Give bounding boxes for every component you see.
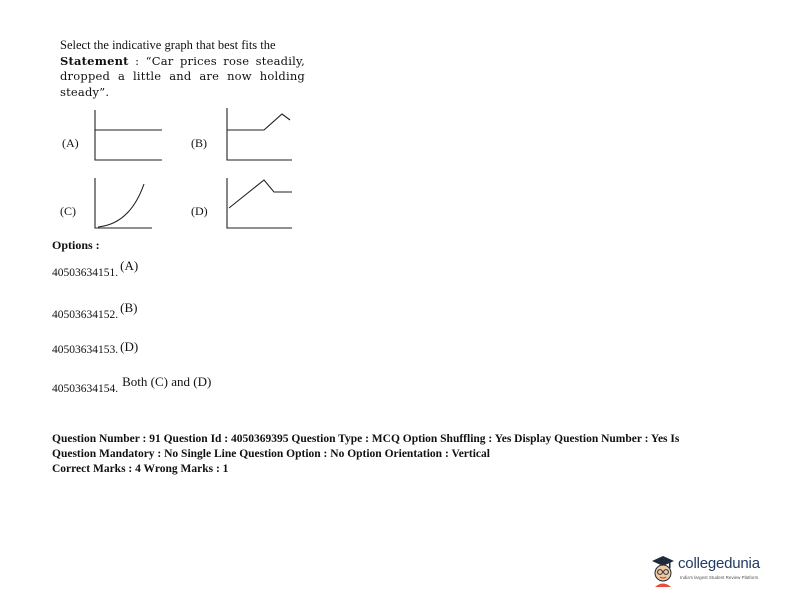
metadata-line-1: Question Number : 91 Question Id : 4050369395 Question Type : MCQ Option Shuffling : Yes Display Question Number : Yes Is (52, 433, 680, 445)
logo-tagline: India's largest Student Review Platform (680, 575, 759, 580)
statement-label: Statement (60, 53, 129, 68)
graph-c-curve (98, 184, 144, 227)
graph-a-label: (A) (62, 136, 79, 150)
graph-a-flat-line (94, 110, 164, 162)
option-2-text: (B) (120, 300, 138, 315)
graph-c-curve-up (94, 178, 154, 230)
graph-a-axes (95, 110, 162, 160)
graph-b-curve (227, 114, 290, 130)
option-2 (52, 300, 138, 322)
statement-text: : “Car prices rose steadily, dropped a little and are now holding steady”. (60, 53, 305, 99)
graph-b-label: (B) (191, 136, 207, 150)
graph-d-label: (D) (191, 204, 208, 218)
option-1-text: (A) (120, 258, 139, 273)
option-4 (52, 374, 212, 396)
graduate-mascot-icon (650, 553, 676, 587)
metadata-line-3: Correct Marks : 4 Wrong Marks : 1 (52, 463, 229, 475)
question-statement (60, 54, 305, 101)
graph-c-label: (C) (60, 204, 76, 218)
question-metadata (52, 432, 742, 477)
option-3 (52, 341, 138, 357)
collegedunia-logo (650, 553, 775, 589)
option-3-text: (D) (120, 339, 139, 354)
graph-d-axes (227, 178, 292, 228)
graph-b-axes (227, 108, 292, 160)
graph-d-rise-drop-flat (226, 178, 294, 230)
option-4-text: Both (C) and (D) (122, 374, 212, 389)
options-heading: Options : (52, 238, 100, 252)
option-3-id: 40503634153. (52, 344, 119, 356)
graph-b-flat-rise (226, 108, 294, 162)
metadata-line-2: Question Mandatory : No Single Line Question Option : No Option Orientation : Vertical (52, 448, 490, 460)
question-intro: Select the indicative graph that best fits the (60, 38, 276, 52)
option-4-id: 40503634154. (52, 383, 119, 395)
option-1-id: 40503634151. (52, 267, 119, 279)
logo-brand-text: collegedunia (678, 555, 760, 572)
question-text (60, 38, 305, 100)
option-1 (52, 258, 139, 280)
graph-d-curve (229, 180, 292, 208)
option-2-id: 40503634152. (52, 309, 119, 321)
